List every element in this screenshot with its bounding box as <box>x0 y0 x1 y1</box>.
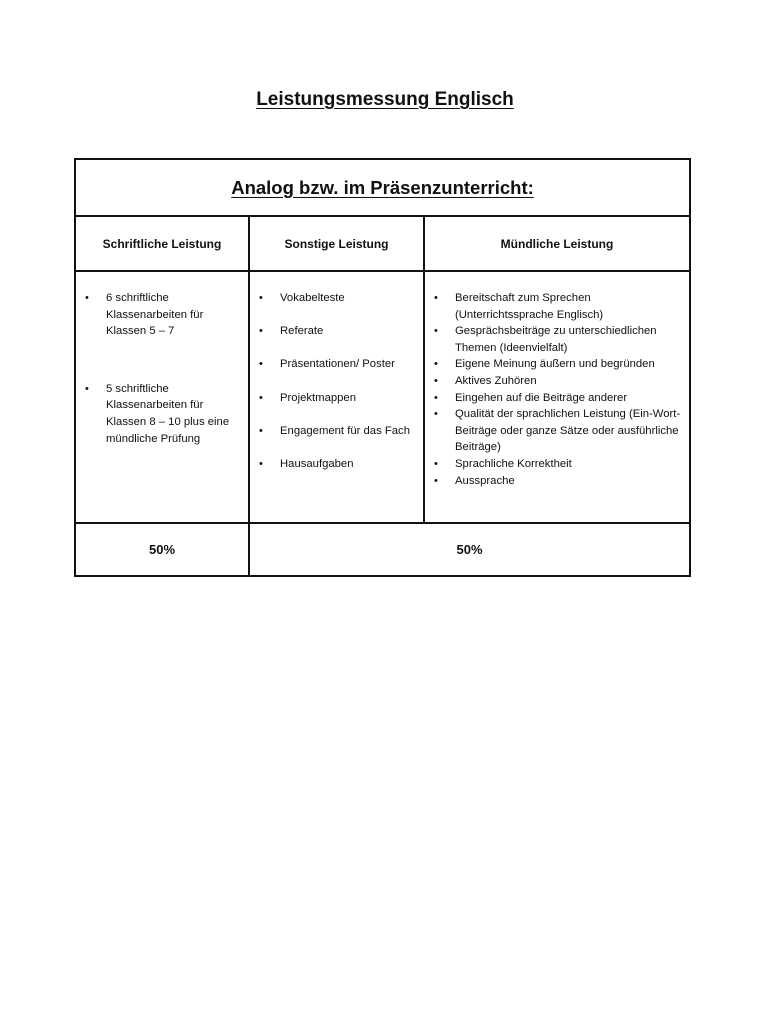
other-performance-list <box>250 290 423 473</box>
list-item: • Qualität der sprachlichen Leistung (Ein-Wort-Beiträge oder ganze Sätze oder ausführliche Beiträge) <box>425 406 689 456</box>
list-item: • Hausaufgaben <box>250 456 423 473</box>
list-item: • Eigene Meinung äußern und begründen <box>425 356 689 373</box>
list-item: • 6 schriftliche Klassenarbeiten für Klassen 5 – 7 <box>76 290 248 340</box>
weight-written: 50% <box>76 524 250 575</box>
column-header-oral: Mündliche Leistung <box>425 217 689 272</box>
list-item: • Aktives Zuhören <box>425 373 689 390</box>
list-item: • Aussprache <box>425 473 689 490</box>
oral-performance-list <box>425 290 689 489</box>
list-item: • Eingehen auf die Beiträge anderer <box>425 390 689 407</box>
written-performance-cell <box>76 272 250 524</box>
column-header-written: Schriftliche Leistung <box>76 217 250 272</box>
list-item: • Präsentationen/ Poster <box>250 356 423 373</box>
list-item: • Bereitschaft zum Sprechen (Unterrichtssprache Englisch) <box>425 290 689 323</box>
list-item: • Gesprächsbeiträge zu unterschiedlichen Themen (Ideenvielfalt) <box>425 323 689 356</box>
list-item: • 5 schriftliche Klassenarbeiten für Klassen 8 – 10 plus eine mündliche Prüfung <box>76 381 248 447</box>
list-item: • Vokabelteste <box>250 290 423 307</box>
table-heading: Analog bzw. im Präsenzunterricht: <box>76 160 689 217</box>
column-header-other: Sonstige Leistung <box>250 217 425 272</box>
list-item: • Sprachliche Korrektheit <box>425 456 689 473</box>
weight-other-oral: 50% <box>456 542 483 557</box>
list-item: • Projektmappen <box>250 390 423 407</box>
list-item: • Referate <box>250 323 423 340</box>
oral-performance-cell <box>425 272 689 524</box>
document-title: Leistungsmessung Englisch <box>256 89 514 110</box>
other-performance-cell <box>250 272 425 524</box>
written-performance-list <box>76 290 248 447</box>
assessment-table <box>74 158 691 577</box>
list-item: • Engagement für das Fach <box>250 423 423 440</box>
